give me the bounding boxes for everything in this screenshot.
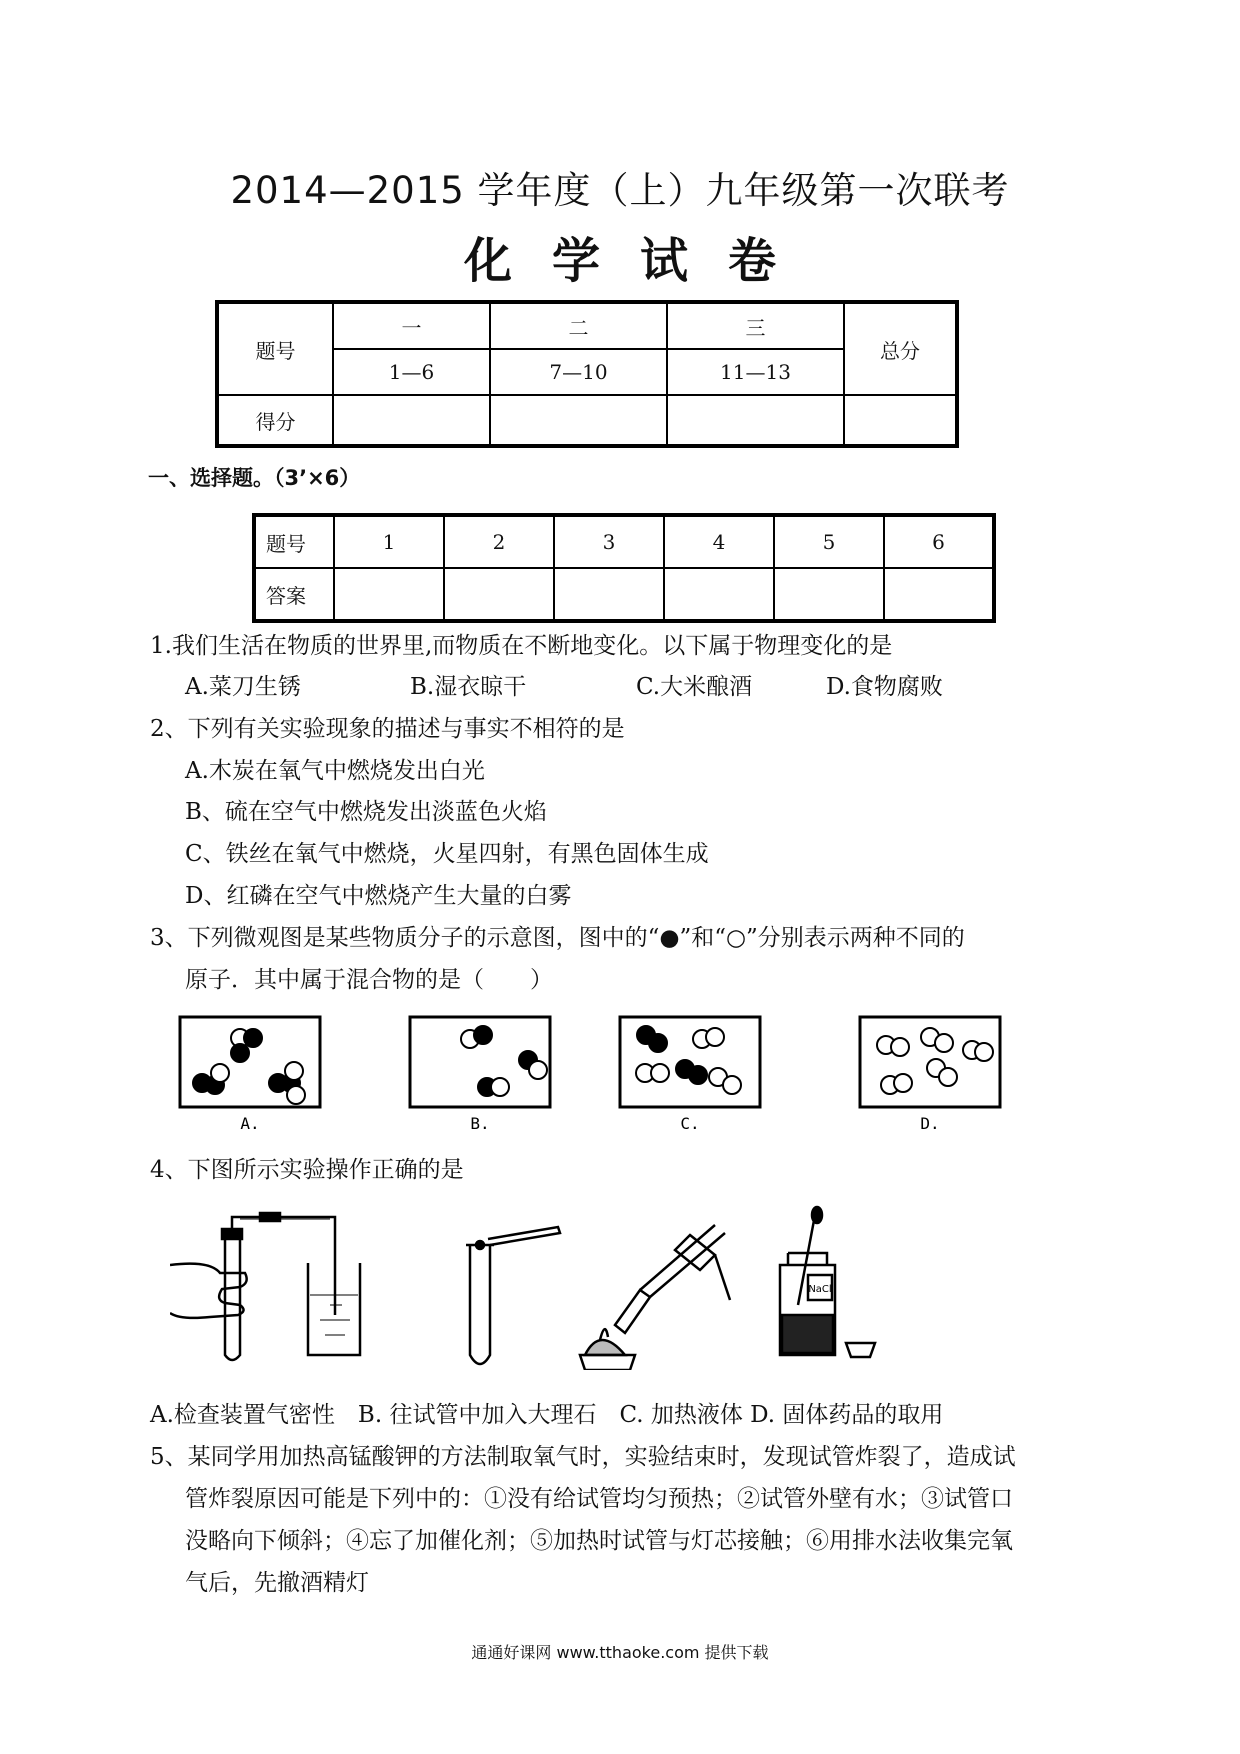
question-1-option: D.食物腐败: [826, 674, 943, 700]
answer-table-answer-label: 答案: [254, 568, 334, 621]
answer-table-number: 5: [774, 515, 884, 568]
score-table-range: 1—6: [333, 349, 490, 395]
heating-liquid-icon: [580, 1225, 730, 1370]
score-cell[interactable]: [333, 395, 490, 446]
answer-table-row-label: 题号: [254, 515, 334, 568]
score-table-section: 二: [490, 302, 667, 349]
score-table-range: 7—10: [490, 349, 667, 395]
question-5-line: 5、某同学用加热高锰酸钾的方法制取氧气时，实验结束时，发现试管炸裂了，造成试: [150, 1444, 1016, 1470]
score-table-section: 三: [667, 302, 844, 349]
solid-reagent-icon: [780, 1207, 875, 1357]
question-3-stem-cont: 原子．其中属于混合物的是（ ）: [185, 967, 553, 993]
figure-label: A.: [240, 1114, 260, 1133]
answer-table-number: 4: [664, 515, 774, 568]
answer-cell[interactable]: [664, 568, 774, 621]
score-table-range: 11—13: [667, 349, 844, 395]
apparatus-figures: [170, 1205, 970, 1370]
question-5-line: 没略向下倾斜；④忘了加催化剂；⑤加热时试管与灯芯接触；⑥用排水法收集完氧: [185, 1528, 1013, 1554]
score-cell[interactable]: [667, 395, 844, 446]
nacl-label: NaCl: [808, 1284, 832, 1295]
question-2-option: A.木炭在氧气中燃烧发出白光: [185, 758, 485, 784]
airtightness-apparatus-icon: [170, 1213, 360, 1360]
score-cell[interactable]: [844, 395, 957, 446]
question-4-options: A.检查装置气密性 B. 往试管中加入大理石 C. 加热液体 D. 固体药品的取用: [150, 1402, 944, 1428]
answer-table: [252, 513, 996, 623]
figure-label: B.: [470, 1114, 490, 1133]
answer-cell[interactable]: [774, 568, 884, 621]
figure-d-molecules: [877, 1028, 993, 1094]
question-2-option: D、红磷在空气中燃烧产生大量的白雾: [185, 883, 572, 909]
footer-credit: 通通好课网 www.tthaoke.com 提供下载: [471, 1643, 769, 1662]
exam-subtitle: 化学试卷: [463, 233, 816, 289]
answer-cell[interactable]: [444, 568, 554, 621]
figure-label: C.: [680, 1114, 700, 1133]
question-1-option: C.大米酿酒: [636, 674, 753, 700]
answer-cell[interactable]: [334, 568, 444, 621]
score-table-row-label: 题号: [217, 302, 333, 395]
score-table-score-label: 得分: [217, 395, 333, 446]
answer-table-number: 3: [554, 515, 664, 568]
question-3-stem: 3、下列微观图是某些物质分子的示意图，图中的“●”和“○”分别表示两种不同的: [150, 925, 965, 951]
question-5-line: 气后，先撤酒精灯: [185, 1570, 369, 1596]
answer-cell[interactable]: [554, 568, 664, 621]
score-table: [215, 300, 959, 448]
section-heading: 一、选择题。（3’×6）: [148, 466, 361, 490]
figure-label: D.: [920, 1114, 940, 1133]
question-2-stem: 2、下列有关实验现象的描述与事实不相符的是: [150, 716, 625, 742]
question-1-option: B.湿衣晾干: [410, 674, 527, 700]
question-1-stem: 1.我们生活在物质的世界里,而物质在不断地变化。以下属于物理变化的是: [150, 633, 893, 659]
question-2-option: C、铁丝在氧气中燃烧，火星四射，有黑色固体生成: [185, 841, 709, 867]
molecule-figures: [170, 1005, 1050, 1135]
score-cell[interactable]: [490, 395, 667, 446]
answer-table-number: 2: [444, 515, 554, 568]
question-4-stem: 4、下图所示实验操作正确的是: [150, 1157, 464, 1183]
question-2-option: B、硫在空气中燃烧发出淡蓝色火焰: [185, 799, 547, 825]
question-1-option: A.菜刀生锈: [185, 674, 301, 700]
exam-title: 2014—2015 学年度（上）九年级第一次联考: [230, 169, 1010, 212]
figure-b-molecules: [461, 1026, 547, 1096]
figure-c-molecules: [636, 1026, 741, 1094]
answer-table-number: 1: [334, 515, 444, 568]
answer-table-number: 6: [884, 515, 994, 568]
question-5-line: 管炸裂原因可能是下列中的：①没有给试管均匀预热；②试管外壁有水；③试管口: [185, 1486, 1013, 1512]
answer-cell[interactable]: [884, 568, 994, 621]
test-tube-dropper-icon: [466, 1227, 560, 1364]
score-table-total-label: 总分: [844, 302, 957, 395]
score-table-section: 一: [333, 302, 490, 349]
figure-a-molecules: [193, 1029, 305, 1104]
